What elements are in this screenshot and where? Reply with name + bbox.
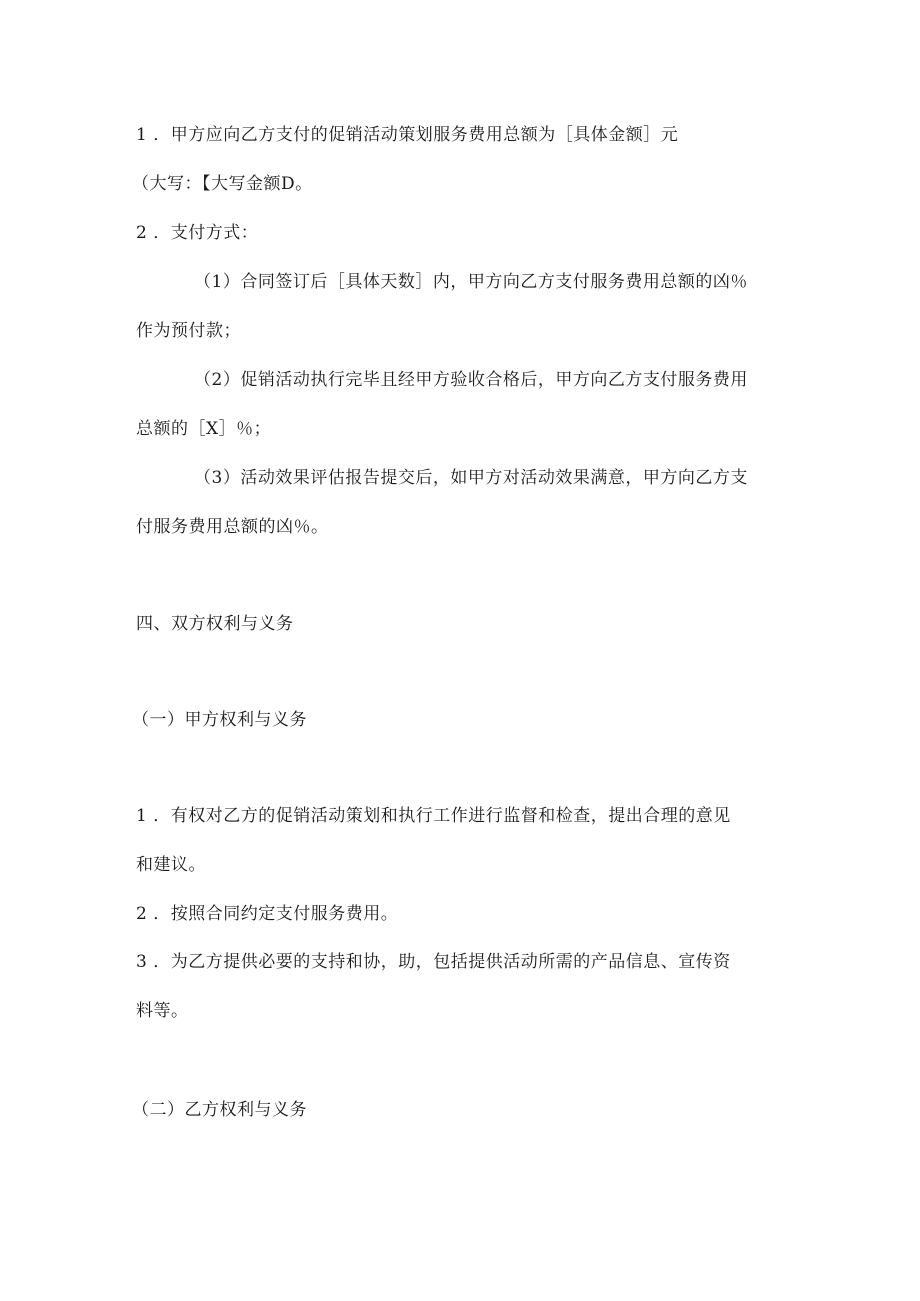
party-a-item-1-line-1: 1 ．有权对乙方的促销活动策划和执行工作进行监督和检查，提出合理的意见 — [136, 806, 731, 826]
payment-sub-2-line-1: （2）促销活动执行完毕且经甲方验收合格后，甲方向乙方支付服务费用 — [194, 370, 748, 390]
payment-item-2: 2 ．支付方式： — [136, 223, 259, 243]
party-a-item-3-line-1: 3 ．为乙方提供必要的支持和协，助，包括提供活动所需的产品信息、宣传资 — [136, 952, 731, 972]
payment-sub-1-line-1: （1）合同签订后［具体天数］内，甲方向乙方支付服务费用总额的凶％ — [194, 272, 748, 292]
payment-item-1-line-1: 1 ．甲方应向乙方支付的促销活动策划服务费用总额为［具体金额］元 — [136, 125, 679, 145]
payment-sub-2-line-2: 总额的［X］％； — [136, 419, 272, 439]
party-b-title: （二）乙方权利与义务 — [132, 1100, 307, 1120]
party-a-item-1-line-2: 和建议。 — [136, 855, 206, 875]
party-a-item-2: 2 ．按照合同约定支付服务费用。 — [136, 904, 399, 924]
payment-sub-3-line-2: 付服务费用总额的凶％。 — [136, 517, 329, 537]
payment-sub-3-line-1: （3）活动效果评估报告提交后，如甲方对活动效果满意，甲方向乙方支 — [194, 468, 748, 488]
section-4-title: 四、双方权利与义务 — [136, 614, 294, 634]
payment-item-1-line-2: （大写：【大写金额D。 — [132, 174, 313, 194]
party-a-item-3-line-2: 料等。 — [136, 1001, 189, 1021]
payment-sub-1-line-2: 作为预付款； — [136, 321, 241, 341]
party-a-title: （一）甲方权利与义务 — [132, 710, 307, 730]
